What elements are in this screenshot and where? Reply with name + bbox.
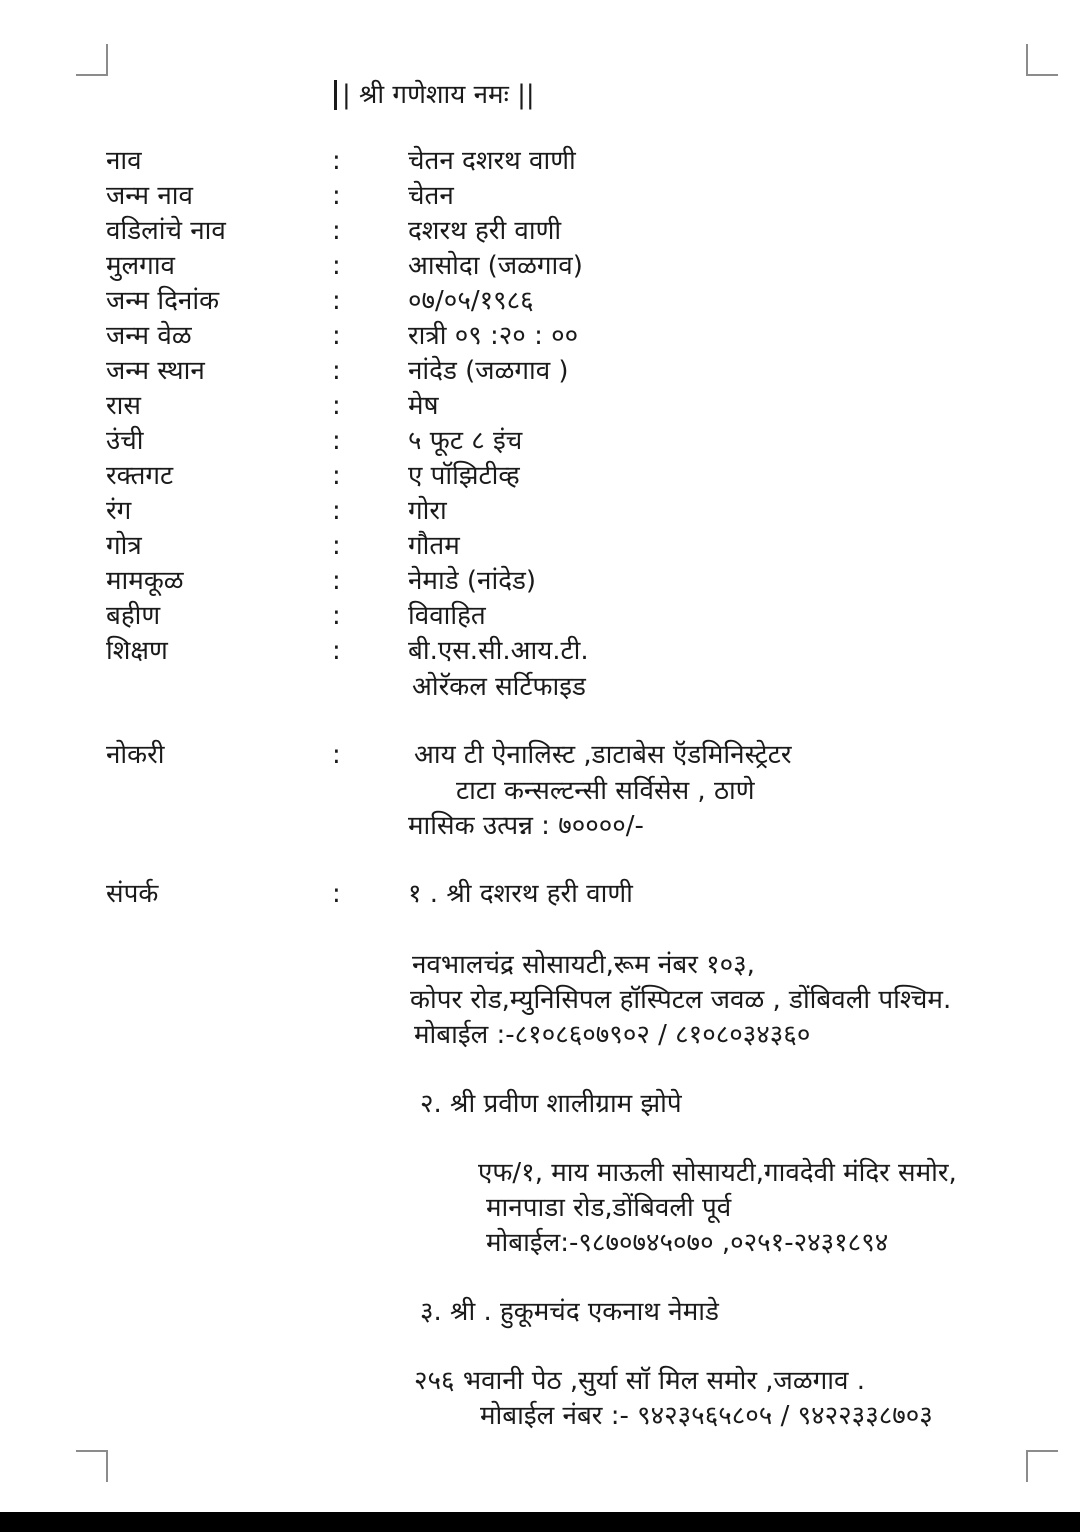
row-separator: :: [332, 181, 341, 211]
row-separator: :: [332, 601, 341, 631]
contact-3-name: ३. श्री . हुकूमचंद एकनाथ नेमाडे: [420, 1297, 719, 1327]
row-value: ५ फूट ८ इंच: [408, 426, 523, 456]
row-label: मुलगाव: [106, 251, 176, 281]
row-value: नांदेड (जळगाव ): [408, 356, 569, 386]
row-separator: :: [332, 356, 341, 386]
row-value: चेतन: [408, 181, 454, 211]
contact-1-address-line1: नवभालचंद्र सोसायटी,रूम नंबर १०३,: [412, 950, 755, 980]
contact-1-address-line2: कोपर रोड,म्युनिसिपल हॉस्पिटल जवळ , डोंबिवली पश्चिम.: [410, 985, 952, 1015]
contact-3-address: २५६ भवानी पेठ ,सुर्या सॉ मिल समोर ,जळगाव .: [414, 1366, 865, 1396]
row-label: रक्तगट: [106, 461, 174, 491]
contact-label: संपर्क: [106, 879, 159, 909]
row-value: ०७/०५/१९८६: [408, 286, 534, 316]
contact-2-name: २. श्री प्रवीण शालीग्राम झोपे: [420, 1089, 682, 1119]
contact-separator: :: [332, 879, 341, 909]
row-separator: :: [332, 321, 341, 351]
row-separator: :: [332, 426, 341, 456]
row-label: उंची: [106, 426, 144, 456]
row-separator: :: [332, 636, 341, 666]
job-label: नोकरी: [106, 740, 165, 770]
crop-mark-bottom-left: [76, 1450, 108, 1482]
row-value: आसोदा (जळगाव): [408, 251, 583, 281]
row-separator: :: [332, 531, 341, 561]
row-label: शिक्षण: [106, 636, 168, 666]
row-label: बहीण: [106, 601, 161, 631]
row-value: नेमाडे (नांदेड): [408, 566, 537, 596]
row-label: जन्म नाव: [106, 181, 193, 211]
row-label: रास: [106, 391, 141, 421]
crop-mark-top-left: [76, 44, 108, 76]
text-cursor: [334, 80, 337, 110]
row-value: चेतन दशरथ वाणी: [408, 146, 576, 176]
contact-2-address-line1: एफ/१, माय माऊली सोसायटी,गावदेवी मंदिर समोर,: [478, 1158, 957, 1188]
job-income: मासिक उत्पन्न : ७००००/-: [408, 811, 644, 841]
row-label: जन्म वेळ: [106, 321, 192, 351]
crop-mark-bottom-right: [1026, 1450, 1058, 1482]
row-separator: :: [332, 461, 341, 491]
education-extra: ओरॅकल सर्टिफाइड: [412, 672, 586, 702]
row-value: मेष: [408, 391, 439, 421]
row-value: विवाहित: [408, 601, 486, 631]
row-label: मामकूळ: [106, 566, 184, 596]
crop-mark-top-right: [1026, 44, 1058, 76]
contact-1-phone: मोबाईल :-८१०८६०७९०२ / ८१०८०३४३६०: [414, 1020, 811, 1050]
row-separator: :: [332, 251, 341, 281]
contact-3-phone: मोबाईल नंबर :- ९४२३५६५८०५ / ९४२२३३८७०३: [480, 1401, 933, 1431]
row-separator: :: [332, 391, 341, 421]
row-value: ए पॉझिटीव्ह: [408, 461, 520, 491]
row-value: दशरथ हरी वाणी: [408, 216, 562, 246]
row-label: रंग: [106, 496, 132, 526]
row-label: नाव: [106, 146, 142, 176]
job-title: आय टी ऐनालिस्ट ,डाटाबेस ऍडमिनिस्ट्रेटर: [414, 740, 792, 770]
row-value: बी.एस.सी.आय.टी.: [408, 636, 589, 666]
contact-2-phone: मोबाईल:-९८७०७४५०७० ,०२५१-२४३१८९४: [486, 1228, 889, 1258]
row-label: वडिलांचे नाव: [106, 216, 226, 246]
row-label: जन्म स्थान: [106, 356, 205, 386]
row-separator: :: [332, 566, 341, 596]
row-label: गोत्र: [106, 531, 142, 561]
row-separator: :: [332, 286, 341, 316]
bottom-black-bar: [0, 1512, 1080, 1532]
job-company: टाटा कन्सल्टन्सी सर्विसेस , ठाणे: [456, 776, 755, 806]
job-separator: :: [332, 740, 341, 770]
contact-1-name: १ . श्री दशरथ हरी वाणी: [408, 879, 633, 909]
invocation-heading: | श्री गणेशाय नमः ||: [342, 80, 535, 110]
contact-2-address-line2: मानपाडा रोड,डोंबिवली पूर्व: [486, 1193, 732, 1223]
row-value: गौतम: [408, 531, 460, 561]
row-separator: :: [332, 216, 341, 246]
row-separator: :: [332, 146, 341, 176]
row-value: रात्री ०९ :२० : ००: [408, 321, 579, 351]
row-value: गोरा: [408, 496, 447, 526]
row-separator: :: [332, 496, 341, 526]
row-label: जन्म दिनांक: [106, 286, 220, 316]
